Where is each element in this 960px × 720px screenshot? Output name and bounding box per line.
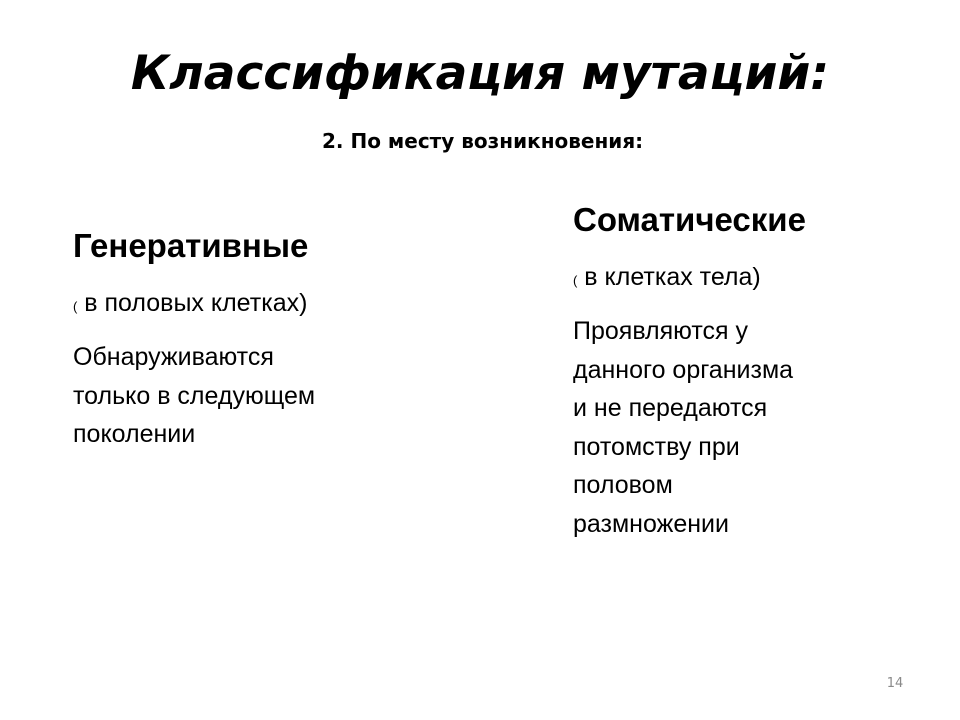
slide-title: Классификация мутаций: [130, 46, 830, 101]
generative-location [73, 284, 453, 326]
generative-location-text: в половых клетках) [77, 289, 308, 317]
somatic-column [573, 194, 913, 543]
page-number: 14 [886, 676, 904, 691]
generative-heading: Генеративные [73, 227, 309, 264]
slide-subtitle: 2. По месту возникновения: [322, 129, 644, 153]
somatic-heading: Соматические [573, 201, 806, 238]
somatic-location-text: в клетках тела) [577, 263, 761, 291]
generative-paren: ( [73, 299, 78, 314]
generative-description: Обнаруживаются только в следующем поколении [73, 343, 316, 448]
somatic-paren: ( [573, 273, 578, 288]
somatic-description: Проявляются у данного организма и не передаются потомству при половом размножении [573, 317, 794, 538]
somatic-location [573, 258, 913, 300]
generative-column [73, 220, 453, 454]
